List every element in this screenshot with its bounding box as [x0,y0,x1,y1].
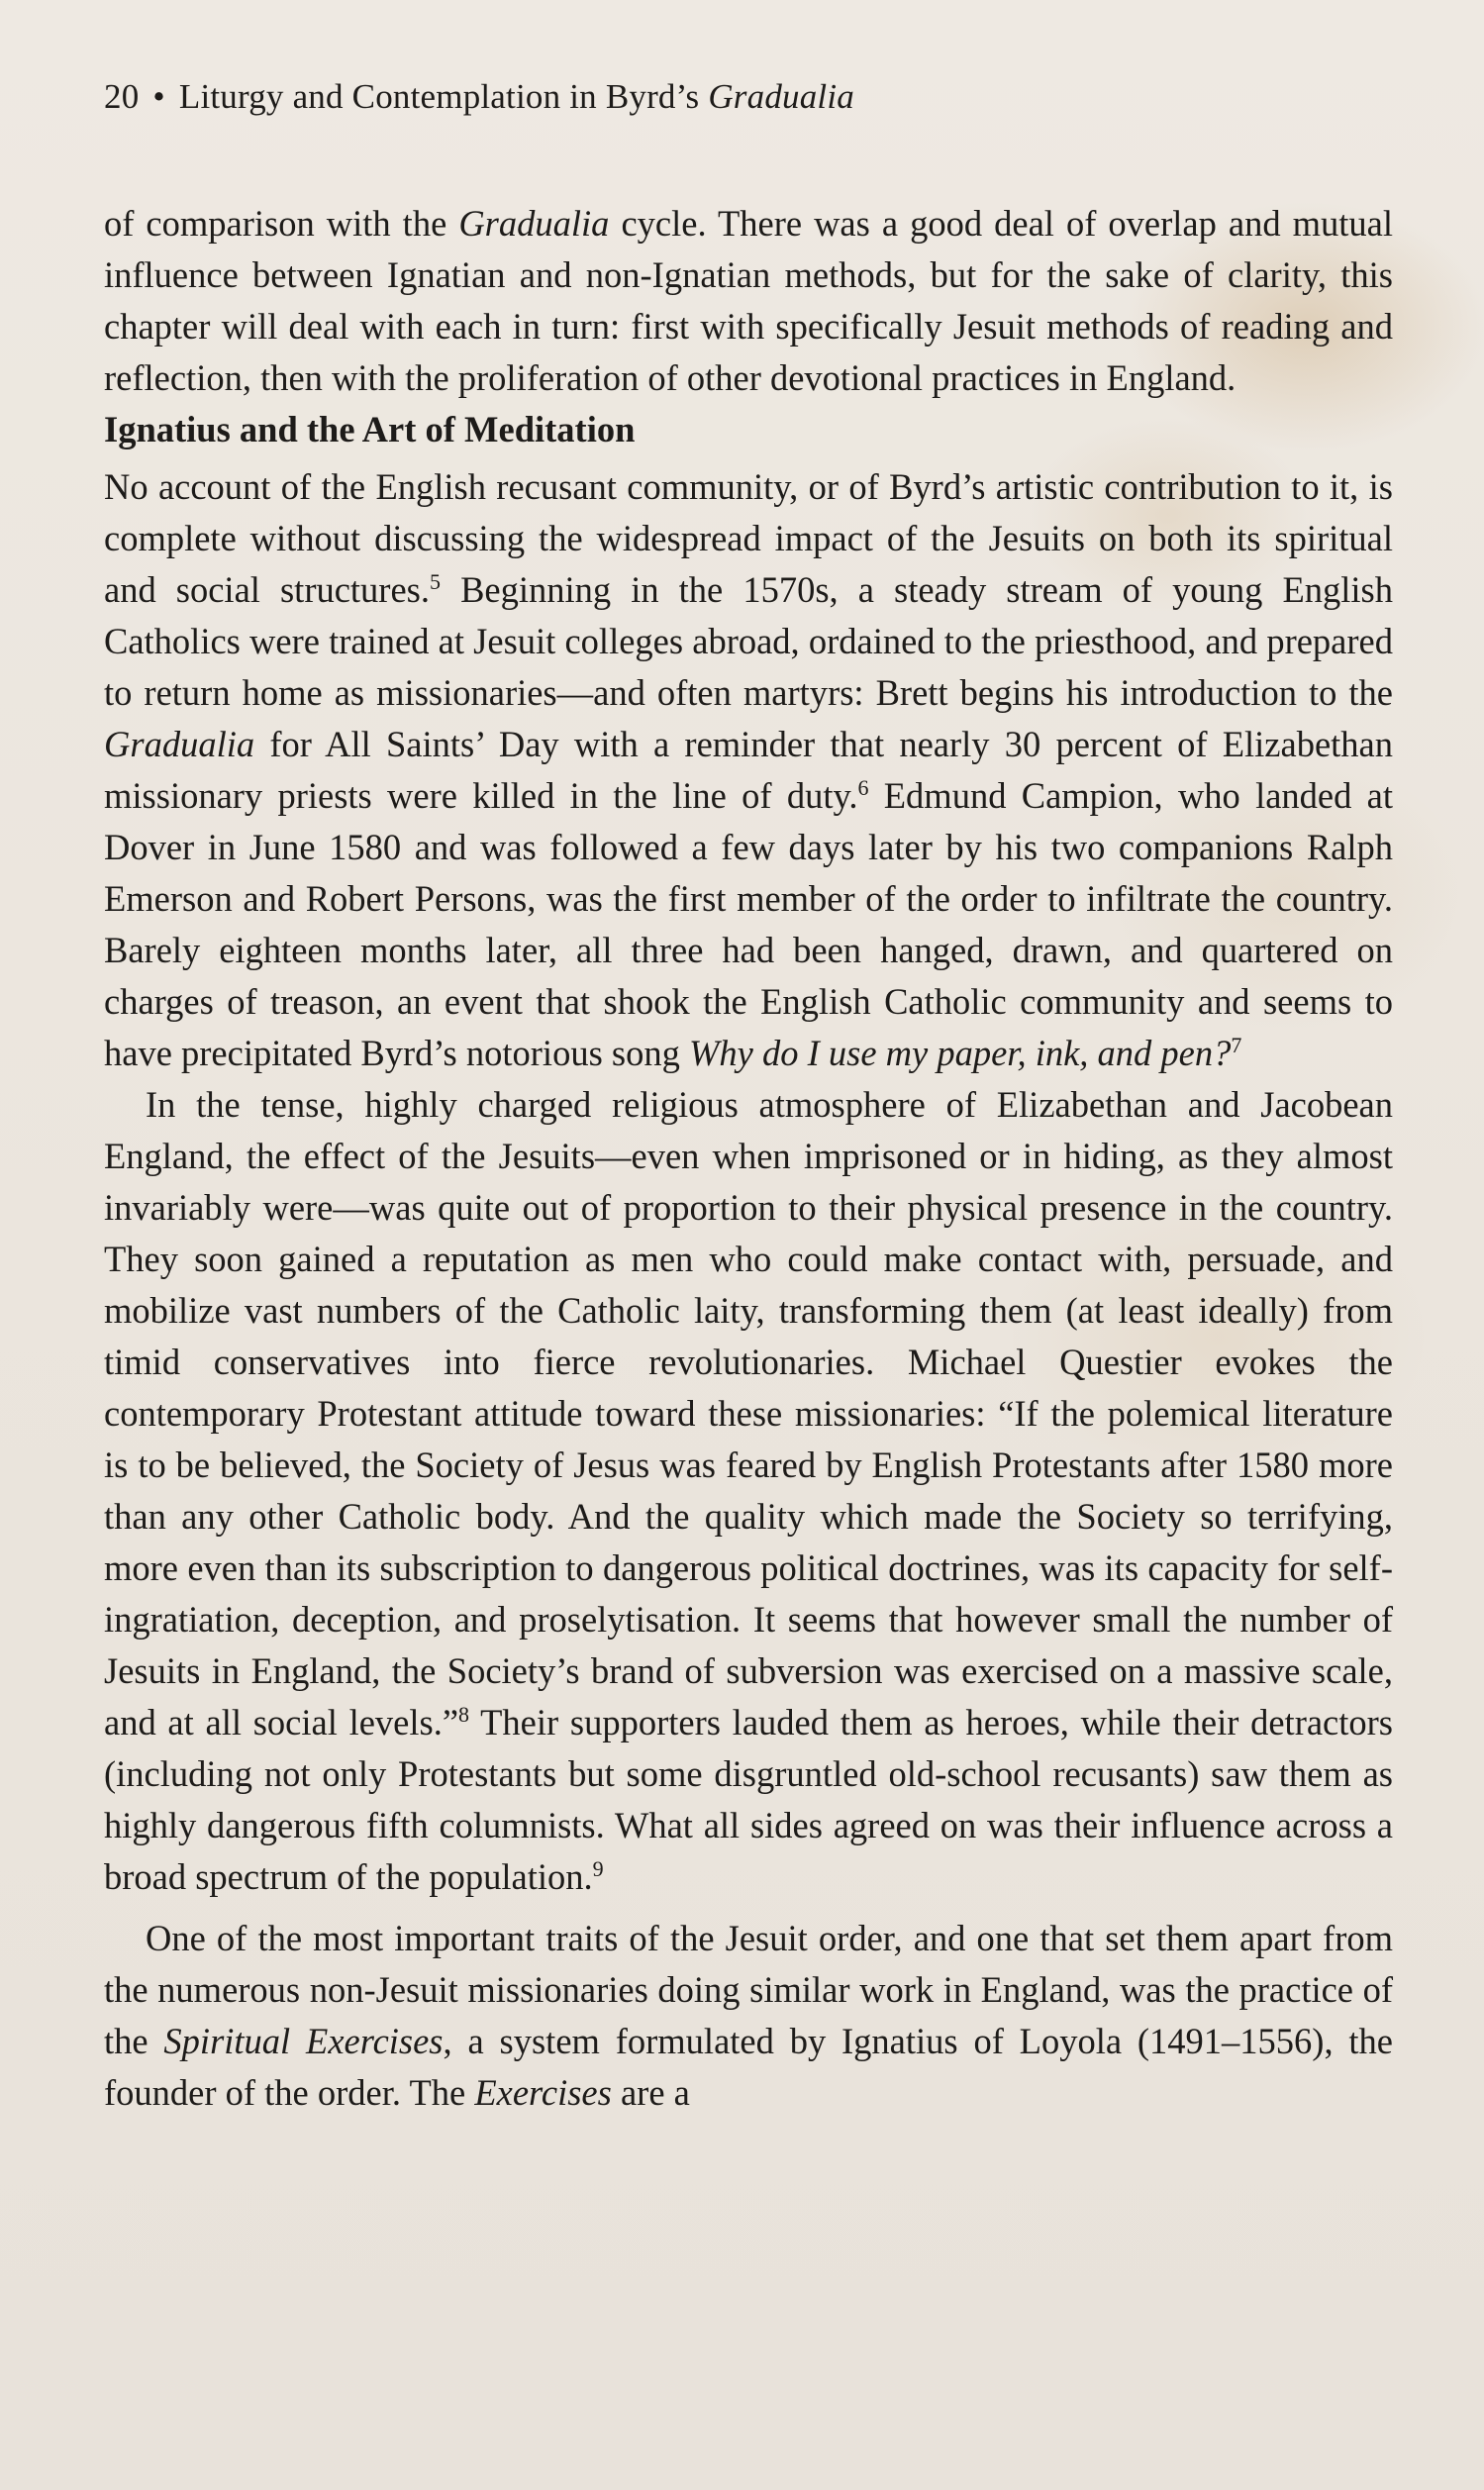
header-bullet: • [152,77,165,116]
main-text [104,198,1393,2119]
text-run: Their supporters lauded them as heroes, while their detractors (including not only Protestants but some disgruntled old-school recusants) saw them as highly dangerous fifth columnists. What all sides agreed on was their influence across a broad spectrum of the population. [104,1702,1393,1897]
text-run: , a system formulated by Ignatius of Loyola (1491–1556), the founder of the order. The [104,2021,1394,2113]
footnote-ref: 8 [458,1701,470,1727]
footnote-ref: 9 [592,1855,604,1881]
paragraph [104,461,1393,1079]
text-run: One of the most important traits of the Jesuit order, and one that set them apart from the numerous non-Jesuit missionaries doing similar work in England, was the practice of the [104,1918,1393,2061]
paragraph [104,1079,1393,1903]
text-run: of comparison with the [104,203,459,244]
text-run: are a [611,2072,690,2113]
footnote-ref: 6 [857,774,869,800]
footnote-ref: 7 [1231,1032,1242,1057]
text-run: for All Saints’ Day with a reminder that nearly 30 percent of Elizabethan missionary priests were killed in the line of duty. [104,724,1393,816]
text-run: Edmund Campion, who landed at Dover in June 1580 and was followed a few days later by his two companions Ralph Emerson and Robert Persons, was the first member of the order to infiltrate the country. Barely eighteen months later, all three had been hanged, drawn, and quartered on charges of treason, an event that shook the English Catholic community and seems to have precipitated Byrd’s notorious song [104,775,1393,1073]
header-title-italic: Gradualia [708,77,854,116]
page-number: 20 [104,77,140,116]
paragraph-continued [104,198,1393,404]
header-title: Liturgy and Contemplation in Byrd’s [178,77,709,116]
paragraph [104,1913,1393,2119]
italic-title: Gradualia [458,203,610,244]
text-run: Beginning in the 1570s, a steady stream of young English Catholics were trained at Jesuit colleges abroad, ordained to the priesthood, and prepared to return home as missionaries—and often martyrs: Brett begins his introduction to the [104,569,1393,713]
footnote-ref: 5 [430,568,441,594]
italic-title: Spiritual Exercises [163,2021,444,2061]
italic-title: Gradualia [104,724,255,764]
text-run: cycle. There was a good deal of overlap and mutual influence between Ignatian and non-Ignatian methods, but for the sake of clarity, this chapter will deal with each in turn: first with specifically Jesuit methods of reading and reflection, then with the proliferation of other devotional practices in England. [104,203,1393,398]
section-heading: Ignatius and the Art of Meditation [104,409,636,449]
italic-title: Exercises [474,2072,612,2113]
text-run: In the tense, highly charged religious atmosphere of Elizabethan and Jacobean England, the effect of the Jesuits—even when imprisoned or in hiding, as they almost invariably were—was quite out of proportion to their physical presence in the country. They soon gained a reputation as men who could make contact with, persuade, and mobilize vast numbers of the Catholic laity, transforming them (at least ideally) from timid conservatives into fierce revolutionaries. Michael Questier evokes the contemporary Protestant attitude toward these missionaries: “If the polemical literature is to be believed, the Society of Jesus was feared by English Protestants after 1580 more than any other Catholic body. And the quality which made the Society so terrifying, more even than its subscription to dangerous political doctrines, was its capacity for self-ingratiation, deception, and proselytisation. It seems that however small the number of Jesuits in England, the Society’s brand of subversion was exercised on a massive scale, and at all social levels.” [104,1084,1393,1743]
text-run: No account of the English recusant community, or of Byrd’s artistic contribution to it, is complete without discussing the widespread impact of the Jesuits on both its spiritual and social structures. [104,466,1393,610]
italic-title: Why do I use my paper, ink, and pen? [689,1033,1232,1073]
running-head [104,77,854,117]
